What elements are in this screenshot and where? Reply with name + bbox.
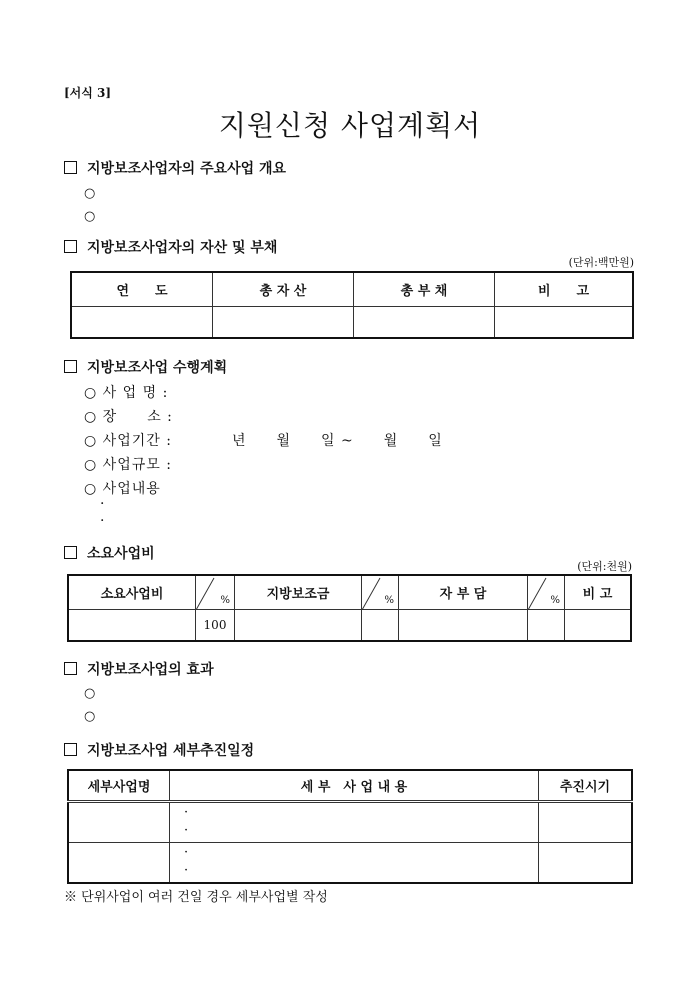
- heading-text: 지방보조사업자의 주요사업 개요: [87, 161, 287, 177]
- col-remarks: 비 고: [495, 272, 634, 306]
- cell[interactable]: [362, 609, 399, 641]
- percent-label: %: [220, 594, 230, 606]
- cost-unit: (단위:천원): [577, 560, 632, 573]
- col-sub-content: 세 부 사 업 내 용: [170, 770, 539, 801]
- checkbox-square-icon: [64, 161, 77, 174]
- cell[interactable]: [213, 306, 354, 338]
- cell[interactable]: [68, 801, 170, 842]
- col-timing: 추진시기: [539, 770, 633, 801]
- checkbox-square-icon: [64, 662, 77, 675]
- heading-text: 소요사업비: [87, 546, 155, 562]
- plan-dot: ·: [100, 496, 105, 512]
- assets-table: [70, 271, 634, 339]
- section-assets-heading: [64, 237, 277, 257]
- total-percent: 100: [196, 609, 235, 641]
- plan-item-name: ○ 사 업 명 :: [84, 385, 169, 401]
- effect-bullet: ○: [84, 686, 96, 701]
- dot: ·: [184, 845, 189, 861]
- plan-item-content: ○ 사업내용: [84, 481, 161, 497]
- checkbox-square-icon: [64, 360, 77, 373]
- cell[interactable]: [71, 306, 213, 338]
- col-self-funded: 자 부 담: [399, 575, 528, 609]
- cell[interactable]: [495, 306, 634, 338]
- footnote: ※ 단위사업이 여러 건일 경우 세부사업별 작성: [64, 890, 328, 905]
- col-total-cost: 소요사업비: [68, 575, 196, 609]
- cell[interactable]: [354, 306, 495, 338]
- heading-text: 지방보조사업자의 자산 및 부채: [87, 240, 278, 256]
- cell[interactable]: [399, 609, 528, 641]
- overview-bullet: ○: [84, 209, 96, 224]
- dot: ·: [184, 863, 189, 879]
- col-sub-project: 세부사업명: [68, 770, 170, 801]
- cell[interactable]: [528, 609, 565, 641]
- col-year: 연 도: [71, 272, 213, 306]
- content-cell[interactable]: [170, 842, 539, 883]
- section-effect-heading: [64, 659, 214, 679]
- plan-dot: ·: [100, 513, 105, 529]
- cell[interactable]: [565, 609, 632, 641]
- cell[interactable]: [68, 609, 196, 641]
- heading-text: 지방보조사업의 효과: [87, 662, 214, 678]
- content-cell[interactable]: [170, 801, 539, 842]
- col-remarks: 비 고: [565, 575, 632, 609]
- effect-bullet: ○: [84, 709, 96, 724]
- section-overview-heading: [64, 158, 286, 178]
- section-schedule-heading: [64, 740, 254, 760]
- cost-table: [67, 574, 632, 642]
- plan-period-text: 년 월 일 ~ 월 일: [232, 433, 443, 449]
- dot: ·: [184, 805, 189, 820]
- plan-item-location: ○ 장 소 :: [84, 409, 173, 425]
- col-subsidy: 지방보조금: [235, 575, 362, 609]
- cell[interactable]: [539, 801, 633, 842]
- percent-label: %: [384, 594, 394, 606]
- cell[interactable]: [235, 609, 362, 641]
- assets-unit: (단위:백만원): [568, 256, 634, 269]
- percent-label: %: [550, 594, 560, 606]
- col-percent: [196, 575, 235, 609]
- heading-text: 지방보조사업 수행계획: [87, 360, 228, 376]
- checkbox-square-icon: [64, 240, 77, 253]
- cell[interactable]: [539, 842, 633, 883]
- col-total-liabilities: 총 부 채: [354, 272, 495, 306]
- col-percent: [362, 575, 399, 609]
- schedule-table: [67, 769, 633, 884]
- checkbox-square-icon: [64, 546, 77, 559]
- col-percent: [528, 575, 565, 609]
- overview-bullet: ○: [84, 186, 96, 201]
- section-plan-heading: [64, 357, 227, 377]
- col-total-assets: 총 자 산: [213, 272, 354, 306]
- cell[interactable]: [68, 842, 170, 883]
- form-number: [서식 3]: [64, 86, 112, 100]
- plan-item-period: ○ 사업기간 :: [84, 433, 172, 449]
- checkbox-square-icon: [64, 743, 77, 756]
- plan-item-scale: ○ 사업규모 :: [84, 457, 172, 473]
- section-cost-heading: [64, 543, 155, 563]
- heading-text: 지방보조사업 세부추진일정: [87, 743, 255, 759]
- dot: ·: [184, 823, 189, 838]
- page-title: 지원신청 사업계획서: [218, 109, 482, 142]
